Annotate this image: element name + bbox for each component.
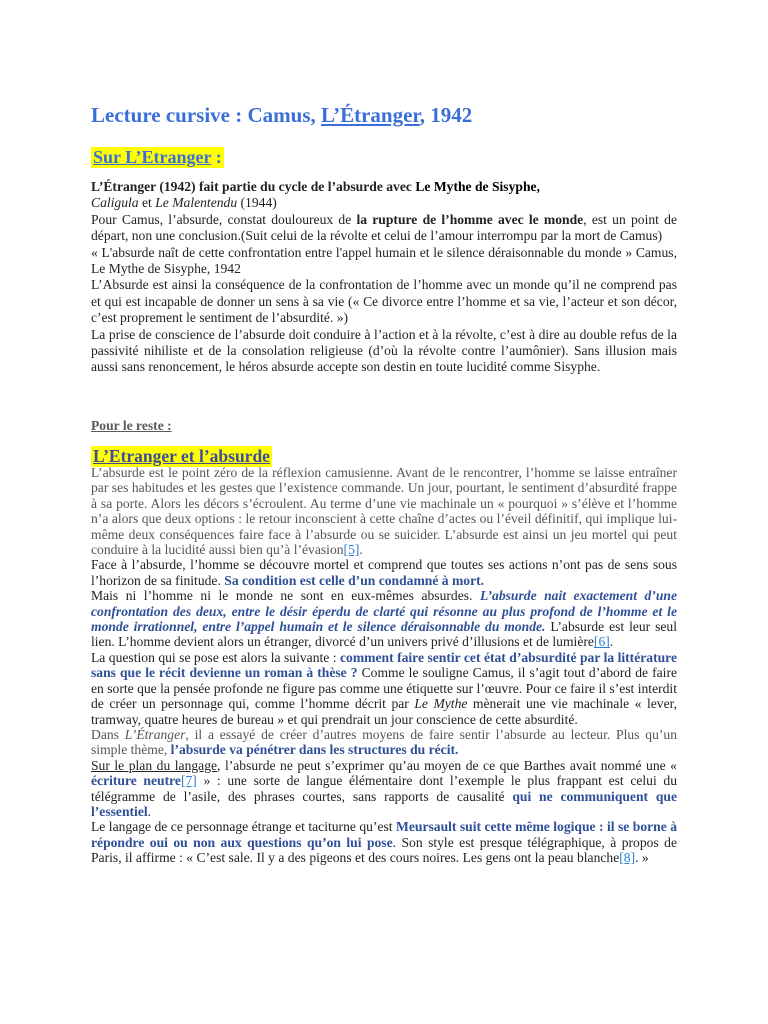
paragraph: Le langage de ce personnage étrange et taciturne qu’est Meursault suit cette même logique : il se borne à répondre oui ou non aux questions qu’on lui pose. Son style est presque télégraphique, à propos de Paris, il affirme : « C’est sale. Il y a des pigeons et des cours noires. Les gens ont la peau blanche[8]. » — [91, 819, 677, 866]
title-book: L’Étranger — [321, 103, 420, 127]
document-title — [91, 103, 472, 128]
footnote-link-6[interactable]: [6] — [593, 634, 610, 650]
paragraph: Pour Camus, l’absurde, constat douloureux de la rupture de l’homme avec le monde, est un point de départ, non une conclusion.(Suit celui de la révolte et celui de l’amour interrompu par la mort de Camus) — [91, 211, 677, 244]
paragraph: Caligula et Le Malentendu (1944) — [91, 195, 277, 211]
paragraph: Face à l’absurde, l’homme se découvre mortel et comprend que toutes ses actions n’ont pas de sens sous l’horizon de sa finitude. Sa condition est celle d’un condamné à mort. — [91, 557, 677, 588]
paragraph: L’Absurde est ainsi la conséquence de la confrontation de l’homme avec un monde qu’il ne comprend pas et qui est incapable de donner un sens à sa vie (« Ce divorce entre l’homme et sa vie, l’acteur et son décor, c’est proprement le sentiment de l’absurdité. ») — [91, 277, 677, 326]
paragraph: La question qui se pose est alors la suivante : comment faire sentir cet état d’absurdité par la littérature sans que le récit devienne un roman à thèse ? Comme le souligne Camus, il s’agit tout d’abord de faire en sorte que la pensée profonde ne figure pas comme une étiquette sur l’œuvre. Pour ce faire il s’est interdit de créer un personnage qui, comme l’homme décrit par Le Mythe mènerait une vie machinale « lever, tramway, quatre heures de bureau » et qui prendrait un jour conscience de cette absurdité. — [91, 649, 678, 727]
section-heading-sur-letranger: Sur L’Etranger : — [93, 147, 222, 167]
section-heading-etranger-absurde: L’Etranger et l’absurde — [93, 446, 270, 466]
paragraph: L’Étranger (1942) fait partie du cycle de l’absurde avec Le Mythe de Sisyphe, — [91, 179, 540, 194]
footnote-link-7[interactable]: [7] — [180, 773, 197, 789]
paragraph: Dans L’Étranger, il a essayé de créer d’autres moyens de faire sentir l’absurde au lecteur. Plus qu’un simple thème, l’absurde va pénétrer dans les structures du récit. — [91, 726, 677, 758]
quote: « L'absurde naît de cette confrontation entre l'appel humain et le silence déraisonnable du monde » Camus, Le Mythe de Sisyphe, 1942 — [91, 244, 677, 277]
footnote-link-5[interactable]: [5] — [343, 542, 360, 558]
section1-body — [91, 179, 677, 376]
section2-body — [91, 465, 677, 866]
paragraph: Sur le plan du langage, l’absurde ne peut s’exprimer qu’au moyen de ce que Barthes avait nommé une « écriture neutre[7] » : une sorte de langue élémentaire dont l’exemple le plus frappant est celui du télégramme de l’asile, des phrases courtes, sans rapports de causalité qui ne communiquent que l’essentiel. — [91, 757, 677, 819]
pour-le-reste-heading: Pour le reste : — [91, 418, 172, 433]
paragraph: La prise de conscience de l’absurde doit conduire à l’action et à la révolte, c’est à dire au double refus de la passivité nihiliste et de la consolation religieuse (d’où la révolte contre l’aumônier). Sans illusion mais aussi sans renoncement, le héros absurde accepte son destin en toute lucidité comme Sisyphe. — [91, 326, 677, 375]
paragraph: L’absurde est le point zéro de la réflexion camusienne. Avant de le rencontrer, l’homme se laisse entraîner par ses habitudes et les gestes que l’existence commande. Un jour, pourtant, le sentiment d’absurdité frappe à sa porte. Alors les décors s’écroulent. Au terme d’une vie machinale un « pourquoi » s’élève et l’homme n’a alors que deux options : le retour inconscient à cette chaîne d’actes ou l’éveil définitif, qui implique lui-même deux conséquences faire face à l’absurde ou se suicider. L’absurde est ainsi un jeu mortel qui peut conduire à la lucidité aussi bien qu’à l’évasion[5]. — [91, 465, 677, 558]
footnote-link-8[interactable]: [8] — [619, 850, 636, 866]
paragraph: Mais ni l’homme ni le monde ne sont en eux-mêmes absurdes. L’absurde nait exactement d’une confrontation des deux, entre le désir éperdu de clarté qui résonne au plus profond de l’homme et le monde irrationnel, entre l’appel humain et le silence déraisonnable du monde. L’absurde est leur seul lien. L’homme devient alors un étranger, divorcé d’un univers privé d’illusions et de lumière[6]. — [91, 588, 677, 650]
title-suffix: , 1942 — [419, 103, 473, 127]
title-prefix: Lecture cursive : Camus, — [91, 103, 321, 127]
